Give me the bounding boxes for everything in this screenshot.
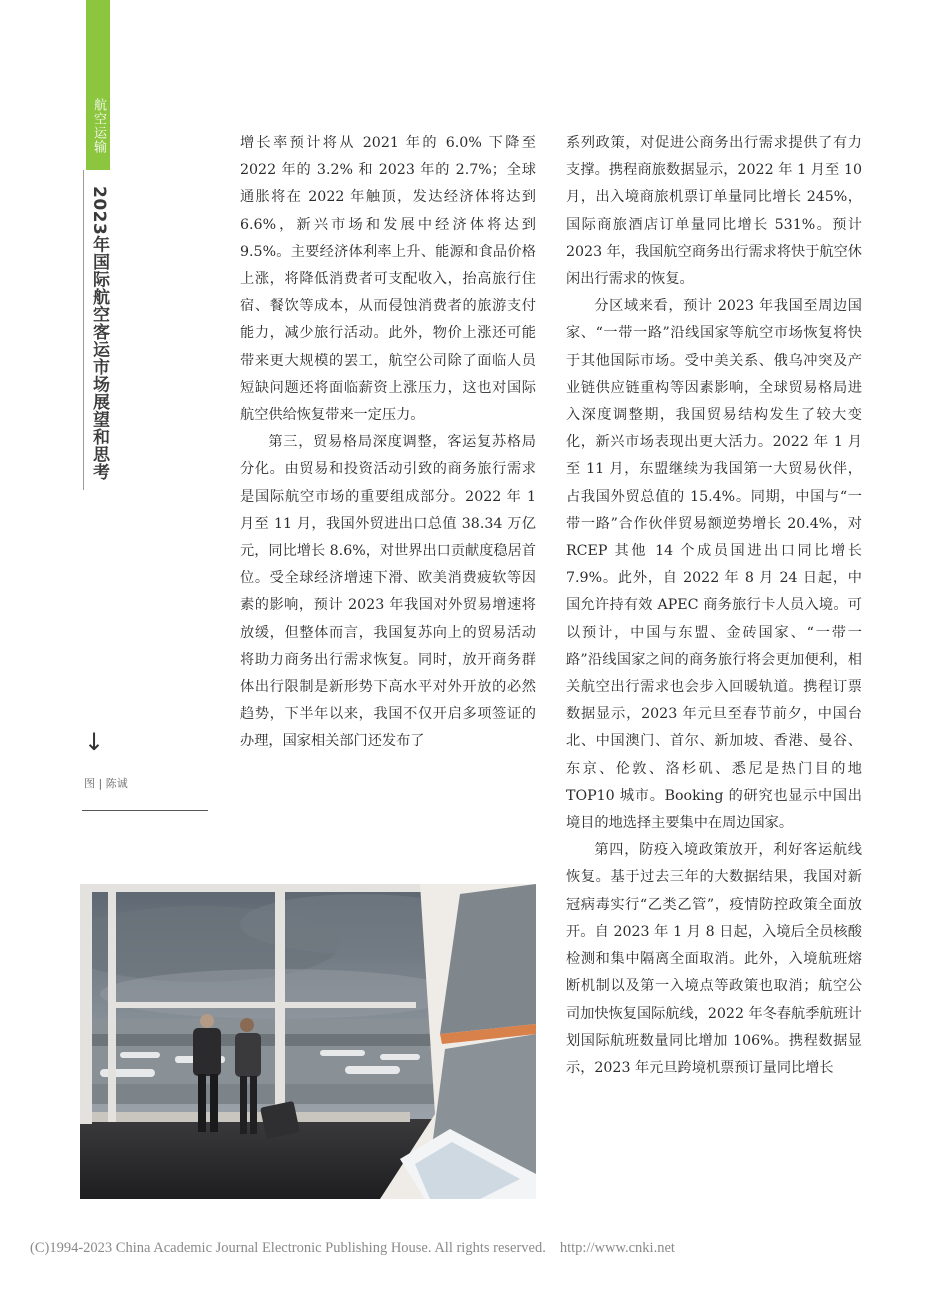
article-title: 2023年国际航空客运市场展望和思考 (89, 186, 109, 481)
photo-credit: 图 | 陈诚 (84, 777, 128, 790)
text-column-2 (566, 130, 862, 1082)
text-column-1 (240, 130, 536, 756)
paragraph: 增长率预计将从 2021 年的 6.0% 下降至 2022 年的 3.2% 和 2023 年的 2.7%；全球通胀将在 2022 年触顶，发达经济体将达到 6.6%，新兴市场和发展中经济体将达到 9.5%。主要经济体利率上升、能源和食品价格上涨，将降低消费者可支配收入，抬高旅行住宿、餐饮等成本，从而侵蚀消费者的旅游支付能力，减少旅行活动。此外，物价上涨还可能带来更大规模的罢工，航空公司除了面临人员短缺问题还将面临薪资上涨压力，这也对国际航空供给恢复带来一定压力。 (240, 135, 536, 424)
paragraph: 系列政策，对促进公商务出行需求提供了有力支撑。携程商旅数据显示，2022 年 1 月至 10 月，出入境商旅机票订单量同比增长 245%，国际商旅酒店订单量同比增长 531%。预计 2023 年，我国航空商务出行需求将快于航空休闲出行需求的恢复。 (566, 135, 862, 288)
section-label: 航空运输 (91, 98, 106, 154)
copyright-footer (30, 1240, 675, 1257)
title-divider (83, 170, 84, 490)
copyright-text: (C)1994-2023 China Academic Journal Electronic Publishing House. All rights reserved. (30, 1240, 546, 1256)
credit-divider (82, 810, 208, 811)
down-arrow-icon: ↓ (84, 728, 105, 756)
paragraph: 分区域来看，预计 2023 年我国至周边国家、“一带一路”沿线国家等航空市场恢复将快于其他国际市场。受中美关系、俄乌冲突及产业链供应链重构等因素影响，全球贸易格局进入深度调整期，我国贸易结构发生了较大变化，新兴市场表现出更大活力。2022 年 1 月至 11 月，东盟继续为我国第一大贸易伙伴，占我国外贸总值的 15.4%。同期，中国与“一带一路”合作伙伴贸易额逆势增长 20.4%，对 RCEP 其他 14 个成员国进出口同比增长 7.9%。此外，自 2022 年 8 月 24 日起，中国允许持有效 APEC 商务旅行卡人员入境。可以预计，中国与东盟、金砖国家、“一带一路”沿线国家之间的商务旅行将会更加便利，相关航空出行需求也会步入回暖轨道。携程订票数据显示，2023 年元旦至春节前夕，中国台北、中国澳门、首尔、新加坡、香港、曼谷、东京、伦敦、洛杉矶、悉尼是热门目的地 TOP10 城市。Booking 的研究也显示中国出境目的地选择主要集中在周边国家。 (566, 298, 862, 832)
footer-url: http://www.cnki.net (559, 1240, 675, 1256)
paragraph: 第四，防疫入境政策放开，利好客运航线恢复。基于过去三年的大数据结果，我国对新冠病毒实行“乙类乙管”，疫情防控政策全面放开。自 2023 年 1 月 8 日起，入境后全员核酸检测和集中隔离全面取消。此外，入境航班熔断机制以及第一入境点等政策也取消；航空公司加快恢复国际航线，2022 年冬春航季航班计划国际航班数量同比增加 106%。携程数据显示，2023 年元旦跨境机票预订量同比增长 (566, 842, 862, 1076)
airport-terminal-photo (80, 884, 536, 1199)
paragraph: 第三，贸易格局深度调整，客运复苏格局分化。由贸易和投资活动引致的商务旅行需求是国际航空市场的重要组成部分。2022 年 1 月至 11 月，我国外贸进出口总值 38.34 万亿元，同比增长 8.6%，对世界出口贡献度稳居首位。受全球经济增速下滑、欧美消费疲软等因素的影响，预计 2023 年我国对外贸易增速将放缓，但整体而言，我国复苏向上的贸易活动将助力商务出行需求恢复。同时，放开商务群体出行限制是新形势下高水平对外开放的必然趋势，下半年以来，我国不仅开启多项签证的办理，国家相关部门还发布了 (240, 434, 536, 750)
